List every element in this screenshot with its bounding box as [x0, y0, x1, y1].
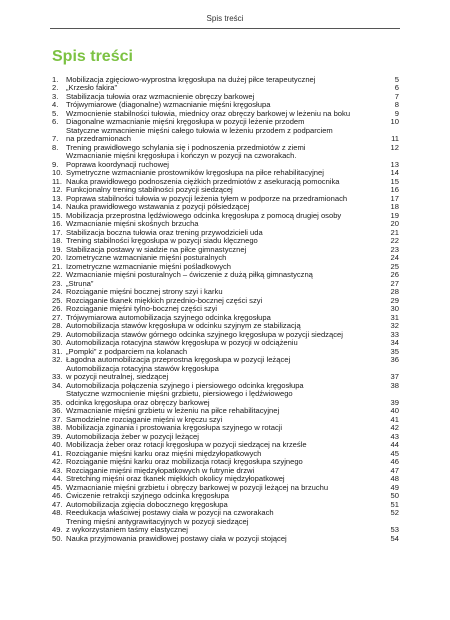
- toc-entry-number: 37.: [52, 414, 63, 424]
- toc-entry-page: 40: [390, 406, 399, 415]
- toc-entry-title: Rozciąganie mięśni karku oraz mięśni międzyłopatkowych: [66, 448, 262, 458]
- toc-entry-page: 53: [390, 525, 399, 534]
- toc-entry-title: Stabilizacja postawy w siadzie na piłce gimnastycznej: [66, 244, 247, 254]
- toc-entry-title: Trening stabilności kręgosłupa w pozycji siadu klęcznego: [66, 236, 258, 245]
- toc-list: [52, 76, 399, 544]
- toc-entry-page: 26: [390, 270, 399, 279]
- toc-entry-number: 40.: [52, 440, 63, 449]
- toc-entry-title: Statyczne wzmocnienie mięśni grzbietu, piersiowego i lędźwiowego odcinka kręgosłupa oraz obręczy barkowej: [66, 389, 293, 407]
- toc-entry-number: 19.: [52, 244, 63, 254]
- toc-entry-title: Trójwymiarowa automobilizacja szyjnego odcinka kręgosłupa: [66, 312, 271, 322]
- toc-entry-title: Automobilizacja rotacyjna stawów kręgosłupa w pozycji neutralnej, siedzącej: [66, 363, 219, 381]
- toc-entry-title: Diagonalne wzmacnianie mięśni kręgosłupa w pozycji leżenie przodem: [66, 117, 305, 126]
- toc-entry-title: Izometryczne wzmacnianie mięśni pośladkowych: [66, 261, 232, 271]
- toc-entry[interactable]: [52, 152, 399, 169]
- toc-entry-number: 18.: [52, 236, 63, 245]
- toc-entry-page: 31: [390, 312, 399, 322]
- toc-entry-number: 43.: [52, 465, 63, 475]
- toc-entry-title: Automobilizacja połączenia szyjnego i piersiowego odcinka kręgosłupa: [66, 380, 304, 390]
- toc-entry-page: 34: [390, 338, 399, 347]
- toc-entry[interactable]: [52, 365, 399, 382]
- toc-entry-title: Stretching mięśni oraz tkanek miękkich okolicy międzyłopatkowej: [66, 474, 285, 483]
- toc-entry-page: 23: [390, 244, 399, 254]
- toc-entry-page: 51: [390, 499, 399, 509]
- toc-entry-title: Automobilizacja rotacyjna stawów kręgosłupa w pozycji w odciążeniu: [66, 338, 298, 347]
- toc-entry-number: 29.: [52, 329, 63, 339]
- toc-entry-page: 32: [390, 321, 399, 330]
- toc-entry-title: Poprawa stabilności tułowia w pozycji leżenia tyłem w podporze na przedramionach: [66, 193, 348, 203]
- toc-entry-number: 25.: [52, 295, 63, 305]
- toc-entry-title: Symetryczne wzmacnianie prostowników kręgosłupa na piłce rehabilitacyjnej: [66, 168, 324, 177]
- toc-entry-number: 7.: [52, 134, 59, 143]
- toc-entry-page: 30: [390, 304, 399, 313]
- toc-entry-title: Łagodna automobilizacja przeprostna kręgosłupa w pozycji leżącej: [66, 355, 291, 364]
- toc-entry-title: Wzmacnianie mięśni grzbietu i obręczy barkowej w pozycji leżącej na brzuchu: [66, 482, 329, 492]
- toc-entry-page: 54: [390, 533, 399, 543]
- header-rule: [50, 28, 400, 29]
- toc-entry-page: 16: [390, 185, 399, 194]
- toc-entry-number: 42.: [52, 457, 63, 466]
- toc-entry-number: 32.: [52, 355, 63, 364]
- toc-entry-title: Wzmacnianie mięśni skośnych brzucha: [66, 219, 199, 228]
- toc-entry-title: Automobilizacja zgięcia dobocznego kręgosłupa: [66, 499, 228, 509]
- toc-entry-page: 5: [394, 74, 399, 84]
- toc-entry-title: Nauka prawidłowego podnoszenia ciężkich przedmiotów z asekuracją pomocnika: [66, 176, 340, 186]
- toc-entry-number: 20.: [52, 253, 63, 262]
- toc-entry-title: Trójwymiarowe (diagonalne) wzmacnianie mięśni kręgosłupa: [66, 100, 271, 109]
- toc-entry-number: 45.: [52, 482, 63, 492]
- toc-entry-page: 21: [390, 227, 399, 237]
- toc-entry-title: Statyczne wzmacnienie mięśni całego tułowia w leżeniu przodem z podparciem na przedramionach: [66, 125, 333, 143]
- toc-entry-page: 50: [390, 491, 399, 500]
- toc-entry-page: 43: [390, 431, 399, 441]
- toc-entry-number: 17.: [52, 227, 63, 237]
- toc-entry-title: Mobilizacja zgięciowo-wyprostna kręgosłupa na dużej piłce terapeutycznej: [66, 74, 316, 84]
- toc-entry-page: 20: [390, 219, 399, 228]
- toc-entry-number: 34.: [52, 380, 63, 390]
- toc-entry-number: 48.: [52, 508, 63, 517]
- toc-entry-number: 46.: [52, 491, 63, 500]
- toc-entry-page: 52: [390, 508, 399, 517]
- toc-entry-page: 44: [390, 440, 399, 449]
- toc-entry-number: 3.: [52, 91, 59, 101]
- toc-entry-page: 42: [390, 423, 399, 432]
- toc-entry-page: 8: [394, 100, 399, 109]
- toc-entry[interactable]: [52, 271, 399, 280]
- toc-entry-page: 11: [391, 134, 399, 143]
- toc-entry-number: 5.: [52, 108, 59, 118]
- toc-entry-number: 47.: [52, 499, 63, 509]
- toc-entry-page: 49: [390, 482, 399, 492]
- toc-entry-number: 39.: [52, 431, 63, 441]
- toc-entry-number: 27.: [52, 312, 63, 322]
- toc-entry-number: 10.: [52, 168, 63, 177]
- toc-entry-page: 46: [390, 457, 399, 466]
- toc-entry-page: 24: [390, 253, 399, 262]
- toc-entry-page: 14: [390, 168, 399, 177]
- toc-entry-page: 36: [390, 355, 399, 364]
- toc-entry-page: 45: [390, 448, 399, 458]
- toc-entry-page: 29: [390, 295, 399, 305]
- toc-entry-title: „Pompki” z podparciem na kolanach: [66, 346, 188, 356]
- toc-entry-number: 31.: [52, 346, 63, 356]
- toc-entry-number: 1.: [52, 74, 59, 84]
- toc-entry-number: 28.: [52, 321, 63, 330]
- toc-entry-title: Rozciąganie tkanek miękkich przednio-bocznej części szyi: [66, 295, 263, 305]
- toc-entry-title: Rozciąganie mięśni bocznej strony szyi i karku: [66, 287, 223, 296]
- running-header: Spis treści: [206, 14, 244, 23]
- toc-entry-page: 19: [390, 210, 399, 220]
- toc-entry-number: 16.: [52, 219, 63, 228]
- toc-entry-title: Mobilizacja przeprostna lędźwiowego odcinka kręgosłupa z pomocą drugiej osoby: [66, 210, 342, 220]
- toc-entry-number: 6.: [52, 117, 59, 126]
- toc-entry-number: 30.: [52, 338, 63, 347]
- toc-entry-title: Mobilizacja żeber oraz rotacji kręgosłupa w pozycji siedzącej na krześle: [66, 440, 307, 449]
- toc-entry-page: 28: [390, 287, 399, 296]
- toc-entry-page: 47: [390, 465, 399, 475]
- toc-entry-page: 48: [390, 474, 399, 483]
- toc-entry-page: 22: [390, 236, 399, 245]
- toc-entry-page: 33: [390, 329, 399, 339]
- toc-entry-number: 50.: [52, 533, 63, 543]
- toc-entry-number: 21.: [52, 261, 63, 271]
- toc-entry-title: Stabilizacja tułowia oraz wzmacnienie obręczy barkowej: [66, 91, 255, 101]
- toc-entry-title: Nauka przyjmowania prawidłowej postawy ciała w pozycji stojącej: [66, 533, 287, 543]
- toc-entry-title: Wzmocnienie stabilności tułowia, miednicy oraz obręczy barkowej w leżeniu na boku: [66, 108, 351, 118]
- toc-entry-number: 44.: [52, 474, 63, 483]
- toc-entry-page: 18: [390, 202, 399, 211]
- toc-entry-title: Wzmacnianie mięśni kręgosłupa i kończyn w pozycji na czworakach. Poprawa koordynacji ruchowej: [66, 151, 297, 169]
- toc-entry-number: 33.: [52, 372, 63, 381]
- toc-entry-number: 8.: [52, 142, 59, 152]
- toc-entry[interactable]: [52, 127, 399, 144]
- toc-entry[interactable]: [52, 535, 399, 544]
- toc-entry-page: 41: [390, 414, 399, 424]
- toc-entry-number: 24.: [52, 287, 63, 296]
- toc-entry-title: Trening prawidłowego schylania się i podnoszenia przedmiotów z ziemi: [66, 142, 306, 152]
- toc-entry-page: 17: [390, 193, 399, 203]
- toc-entry-number: 38.: [52, 423, 63, 432]
- toc-entry-page: 10: [390, 117, 399, 126]
- toc-entry-title: Samodzielne rozciąganie mięśni w kręczu szyi: [66, 414, 223, 424]
- toc-entry-title: Automobilizacja żeber w pozycji leżącej: [66, 431, 199, 441]
- toc-title: Spis treści: [52, 48, 133, 65]
- toc-entry-page: 9: [394, 108, 399, 118]
- toc-entry-title: Ćwiczenie retrakcji szyjnego odcinka kręgosłupa: [66, 491, 229, 500]
- toc-entry-page: 27: [390, 278, 399, 288]
- toc-entry-number: 15.: [52, 210, 63, 220]
- toc-entry-number: 23.: [52, 278, 63, 288]
- toc-entry-number: 41.: [52, 448, 63, 458]
- toc-entry-title: Nauka prawidłowego wstawania z pozycji półsiedzącej: [66, 202, 250, 211]
- toc-entry-title: Izometryczne wzmacnianie mięśni posturalnych: [66, 253, 227, 262]
- toc-entry-number: 11.: [52, 176, 62, 186]
- toc-entry-title: Wzmacnianie mięśni grzbietu w leżeniu na piłce rehabilitacyjnej: [66, 406, 280, 415]
- toc-entry-number: 9.: [52, 159, 59, 169]
- toc-entry-number: 49.: [52, 525, 63, 534]
- toc-entry-number: 26.: [52, 304, 63, 313]
- toc-entry-page: 25: [390, 261, 399, 271]
- toc-entry-title: Rozciąganie mięśni międzyłopatkowych w futrynie drzwi: [66, 465, 255, 475]
- toc-entry-page: 37: [390, 372, 399, 381]
- toc-entry-number: 22.: [52, 270, 63, 279]
- toc-entry-page: 38: [390, 380, 399, 390]
- toc-entry[interactable]: [52, 518, 399, 535]
- toc-entry-number: 2.: [52, 83, 59, 92]
- toc-entry-page: 6: [394, 83, 399, 92]
- toc-entry-page: 39: [390, 397, 399, 407]
- toc-entry-title: Mobilizacja zginania i prostowania kręgosłupa szyjnego w rotacji: [66, 423, 283, 432]
- toc-entry-page: 13: [390, 159, 399, 169]
- toc-entry-page: 35: [390, 346, 399, 356]
- toc-entry-title: Stabilizacja boczna tułowia oraz trening przywodzicieli uda: [66, 227, 263, 237]
- toc-entry-title: Automobilizacja stawów górnego odcinka szyjnego kręgosłupa w pozycji siedzącej: [66, 329, 343, 339]
- toc-entry-number: 35.: [52, 397, 63, 407]
- toc-entry-title: Automobilizacja stawów kręgosłupa w odcinku szyjnym ze stabilizacją: [66, 321, 301, 330]
- toc-entry-number: 36.: [52, 406, 63, 415]
- toc-entry-title: Funkcjonalny trening stabilności pozycji siedzącej: [66, 185, 233, 194]
- toc-entry[interactable]: [52, 390, 399, 407]
- toc-entry-page: 7: [394, 91, 399, 101]
- toc-entry-title: Rozciąganie mięśni tylno-bocznej części szyi: [66, 304, 218, 313]
- toc-entry-title: Rozciąganie mięśni karku oraz mobilizacja rotacji kręgosłupa szyjnego: [66, 457, 303, 466]
- toc-entry-number: 4.: [52, 100, 59, 109]
- toc-entry-title: „Krzesło fakira”: [66, 83, 118, 92]
- toc-entry-number: 12.: [52, 185, 63, 194]
- toc-entry-page: 12: [390, 142, 399, 152]
- toc-entry-page: 15: [390, 176, 399, 186]
- toc-entry-title: Wzmacnianie mięśni posturalnych – ćwiczenie z dużą piłką gimnastyczną: [66, 270, 313, 279]
- toc-entry-number: 14.: [52, 202, 63, 211]
- toc-entry-title: „Struna”: [66, 278, 94, 288]
- toc-entry-title: Reedukacja właściwej postawy ciała w pozycji na czworakach: [66, 508, 274, 517]
- toc-entry-number: 13.: [52, 193, 63, 203]
- toc-entry-title: Trening mięśni antygrawitacyjnych w pozycji siedzącej z wykorzystaniem taśmy elastycznej: [66, 516, 249, 534]
